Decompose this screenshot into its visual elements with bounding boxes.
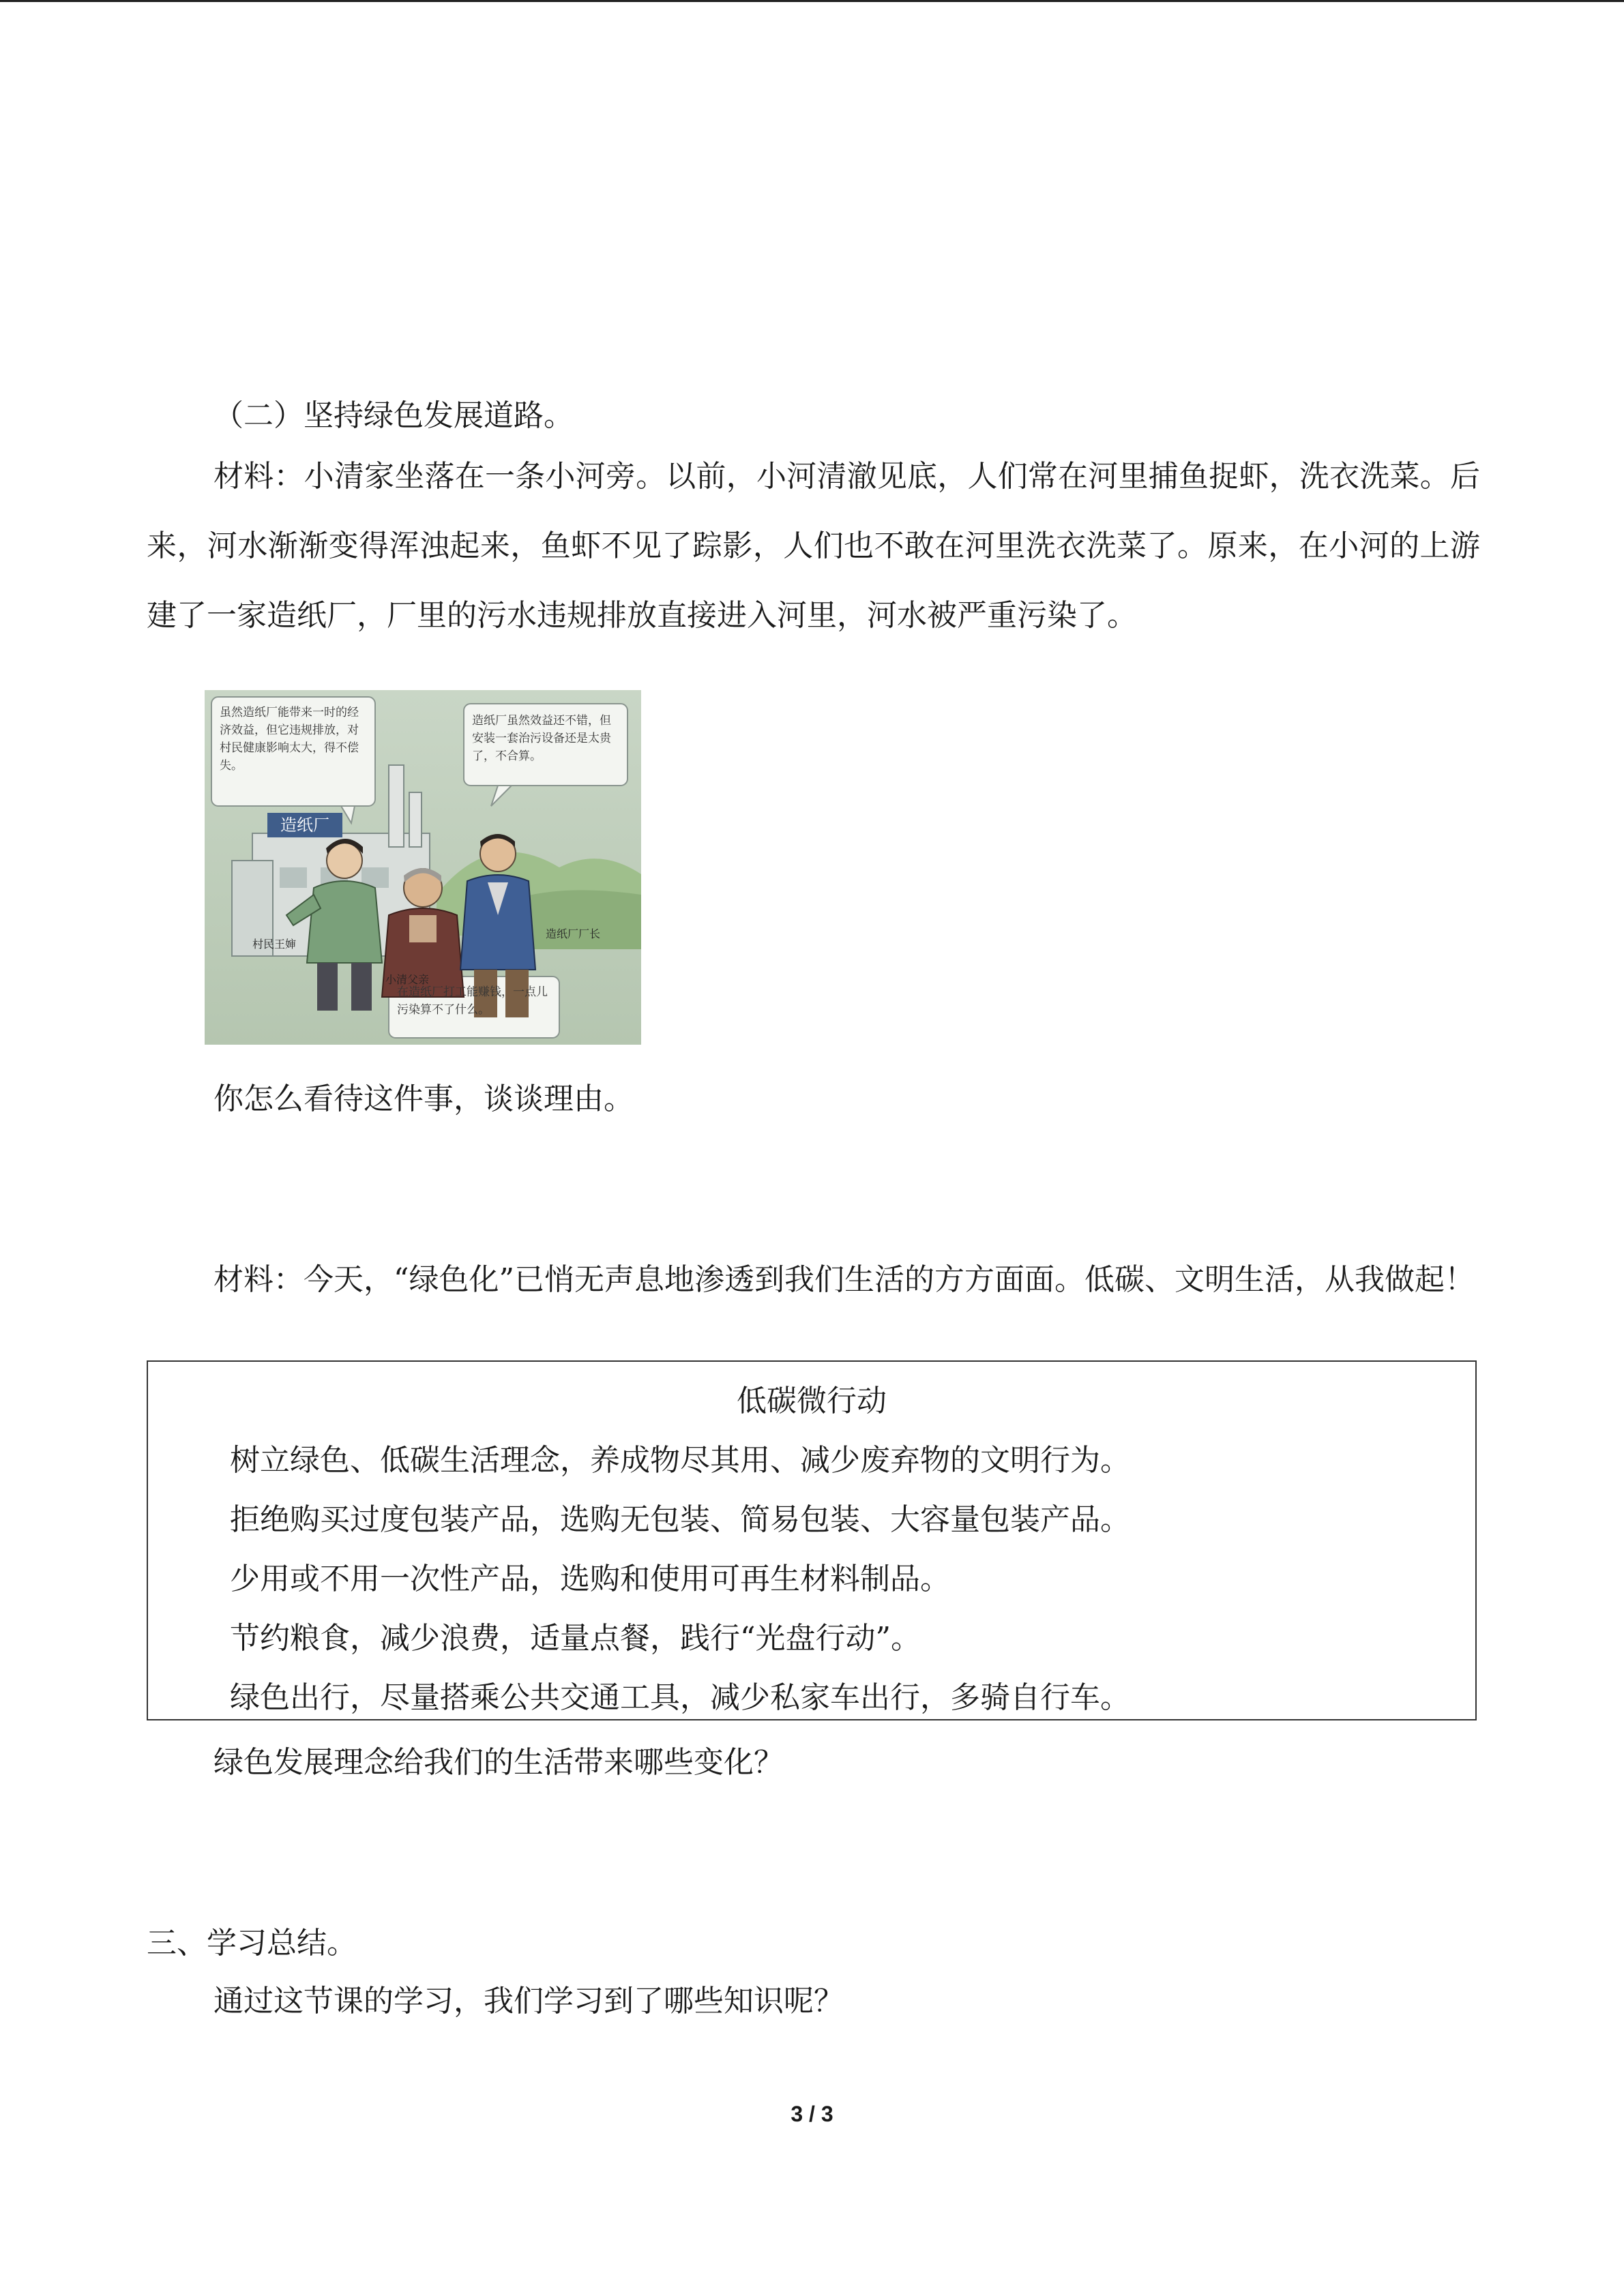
top-border	[0, 0, 1624, 2]
page-number: 3 / 3	[791, 2102, 833, 2126]
speech-bubble-director: 造纸厂虽然效益还不错，但安装一套治污设备还是太贵了，不合算。	[472, 714, 611, 763]
label-villager: 村民王婶	[252, 938, 297, 951]
summary-heading: 三、学习总结。	[147, 1926, 357, 1960]
section-heading: （二）坚持绿色发展道路。	[213, 398, 574, 433]
speech-bubble-villager: 虽然造纸厂能带来一时的经济效益，但它违规排放，对村民健康影响太大，得不偿失。	[220, 706, 359, 773]
question-one: 你怎么看待这件事，谈谈理由。	[213, 1082, 634, 1116]
low-carbon-action-box	[147, 1360, 1477, 1720]
factory-sign: 造纸厂	[280, 816, 329, 835]
question-two: 绿色发展理念给我们的生活带来哪些变化？	[213, 1745, 784, 1780]
label-director: 造纸厂厂长	[546, 927, 601, 940]
illustration-factory-scene	[205, 690, 641, 1045]
material-one-paragraph: 材料：小清家坐落在一条小河旁。以前，小河清澈见底，人们常在河里捕鱼捉虾，洗衣洗菜。后来，河水渐渐变得浑浊起来，鱼虾不见了踪影，人们也不敢在河里洗衣洗菜了。原来，在小河的上游建了一家造纸厂，厂里的污水违规排放直接进入河里，河水被严重污染了。	[147, 459, 1480, 633]
action-box-title: 低碳微行动	[737, 1384, 887, 1418]
action-item: 绿色出行，尽量搭乘公共交通工具，减少私家车出行，多骑自行车。	[230, 1680, 1130, 1715]
action-item: 树立绿色、低碳生活理念，养成物尽其用、减少废弃物的文明行为。	[230, 1443, 1130, 1478]
action-item: 少用或不用一次性产品，选购和使用可再生材料制品。	[230, 1562, 950, 1596]
speech-bubble-father: 在造纸厂打工能赚钱，一点儿污染算不了什么。	[397, 985, 548, 1017]
action-item: 拒绝购买过度包装产品，选购无包装、简易包装、大容量包装产品。	[230, 1502, 1130, 1537]
action-item: 节约粮食，减少浪费，适量点餐，践行“光盘行动”。	[230, 1621, 921, 1656]
label-father: 小清父亲	[385, 973, 430, 986]
summary-question: 通过这节课的学习，我们学习到了哪些知识呢？	[213, 1984, 844, 2018]
material-two-paragraph: 材料：今天，“绿色化”已悄无声息地渗透到我们生活的方方面面。低碳、文明生活，从我做起！	[213, 1262, 1475, 1297]
